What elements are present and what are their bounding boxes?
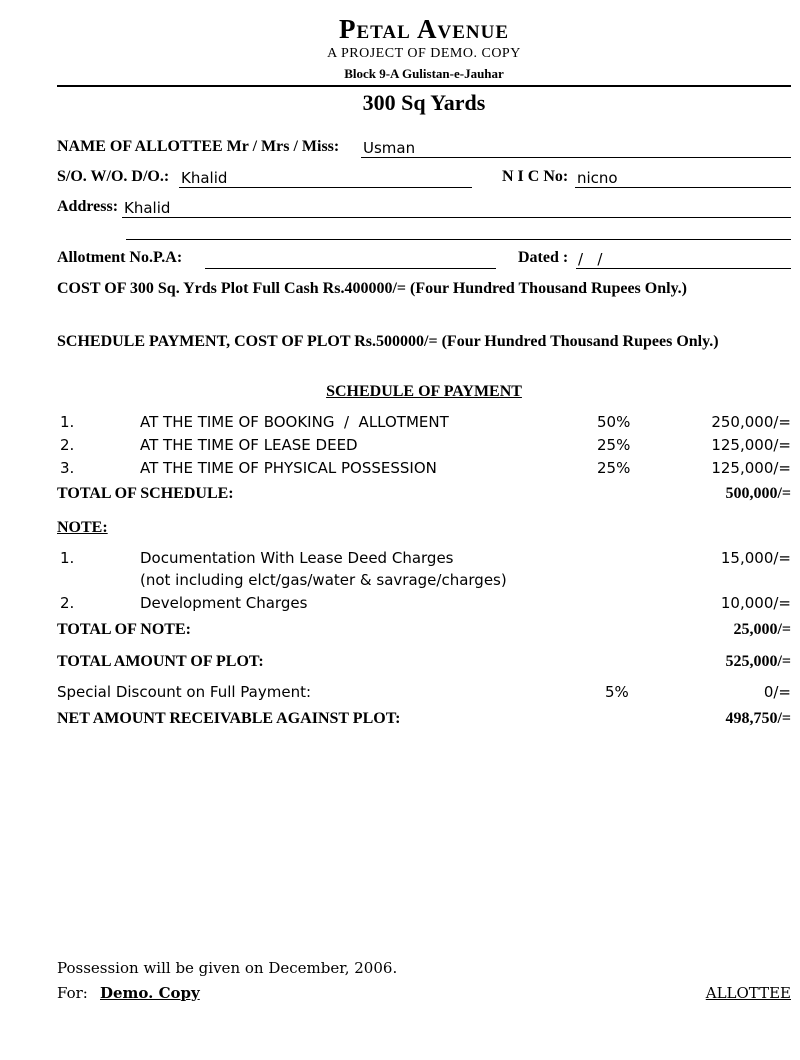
address-underline-1 <box>122 217 791 218</box>
project-title: Petal Avenue <box>338 14 510 44</box>
note-row-desc: Documentation With Lease Deed Charges <box>140 549 454 567</box>
schedule-row-desc: AT THE TIME OF BOOKING / ALLOTMENT <box>140 413 449 431</box>
cost-line: COST OF 300 Sq. Yrds Plot Full Cash Rs.400000/= (Four Hundred Thousand Rupees Only.) <box>57 280 688 297</box>
net-amount-value: 498,750/= <box>725 710 791 727</box>
schedule-row-amount: 125,000/= <box>711 436 791 454</box>
address-underline-2 <box>126 239 791 240</box>
discount-label: Special Discount on Full Payment: <box>57 683 312 701</box>
schedule-payment-line: SCHEDULE PAYMENT, COST OF PLOT Rs.500000/= (Four Hundred Thousand Rupees Only.) <box>57 333 719 350</box>
nic-underline <box>575 187 791 188</box>
schedule-row-pct: 25% <box>597 436 631 454</box>
dated-underline <box>576 268 791 269</box>
nic-value: nicno <box>577 169 618 187</box>
schedule-row-amount: 125,000/= <box>711 459 791 477</box>
schedule-heading: SCHEDULE OF PAYMENT <box>326 383 522 400</box>
schedule-row-amount: 250,000/= <box>711 413 791 431</box>
document-title: 300 Sq Yards <box>362 90 486 115</box>
for-label: For: <box>57 984 88 1002</box>
allotment-underline <box>205 268 496 269</box>
schedule-row-pct: 25% <box>597 459 631 477</box>
note-row-amount: 10,000/= <box>720 594 791 612</box>
relation-label: S/O. W/O. D/O.: <box>57 168 170 185</box>
allottee-signature-label: ALLOTTEE <box>705 984 791 1002</box>
allottee-label: NAME OF ALLOTTEE Mr / Mrs / Miss: <box>57 138 340 155</box>
plot-total-label: TOTAL AMOUNT OF PLOT: <box>57 653 264 670</box>
net-amount-label: NET AMOUNT RECEIVABLE AGAINST PLOT: <box>57 710 401 727</box>
allottee-underline <box>361 157 791 158</box>
header-divider <box>57 85 791 87</box>
for-signatory: Demo. Copy <box>100 984 200 1002</box>
relation-value: Khalid <box>181 169 228 187</box>
schedule-row-no: 1. <box>60 413 75 431</box>
address-value: Khalid <box>124 199 171 217</box>
discount-value: 0/= <box>763 683 791 701</box>
possession-note: Possession will be given on December, 2006. <box>57 959 398 977</box>
note-row-no: 1. <box>60 549 75 567</box>
note-row-amount: 15,000/= <box>720 549 791 567</box>
schedule-row-pct: 50% <box>597 413 631 431</box>
note-row-desc-detail: (not including elct/gas/water & savrage/charges) <box>140 571 507 589</box>
note-heading: NOTE: <box>57 519 108 536</box>
project-address: Block 9-A Gulistan-e-Jauhar <box>344 66 504 81</box>
schedule-row-desc: AT THE TIME OF PHYSICAL POSSESSION <box>140 459 437 477</box>
schedule-row-no: 3. <box>60 459 75 477</box>
address-label: Address: <box>57 198 119 215</box>
project-subtitle: A PROJECT OF DEMO. COPY <box>327 46 521 61</box>
plot-total-value: 525,000/= <box>725 653 791 670</box>
note-total-value: 25,000/= <box>733 621 791 638</box>
dated-value: / / <box>578 250 603 268</box>
schedule-total-label: TOTAL OF SCHEDULE: <box>57 485 234 502</box>
allotment-label: Allotment No.P.A: <box>57 249 183 266</box>
allottee-value: Usman <box>363 139 416 157</box>
note-row-desc: Development Charges <box>140 594 308 612</box>
schedule-row-no: 2. <box>60 436 75 454</box>
relation-underline <box>179 187 472 188</box>
nic-label: N I C No: <box>502 168 569 185</box>
note-row-no: 2. <box>60 594 75 612</box>
dated-label: Dated : <box>518 249 569 266</box>
schedule-total-value: 500,000/= <box>725 485 791 502</box>
note-total-label: TOTAL OF NOTE: <box>57 621 191 638</box>
schedule-row-desc: AT THE TIME OF LEASE DEED <box>140 436 358 454</box>
discount-percent: 5% <box>605 683 629 701</box>
